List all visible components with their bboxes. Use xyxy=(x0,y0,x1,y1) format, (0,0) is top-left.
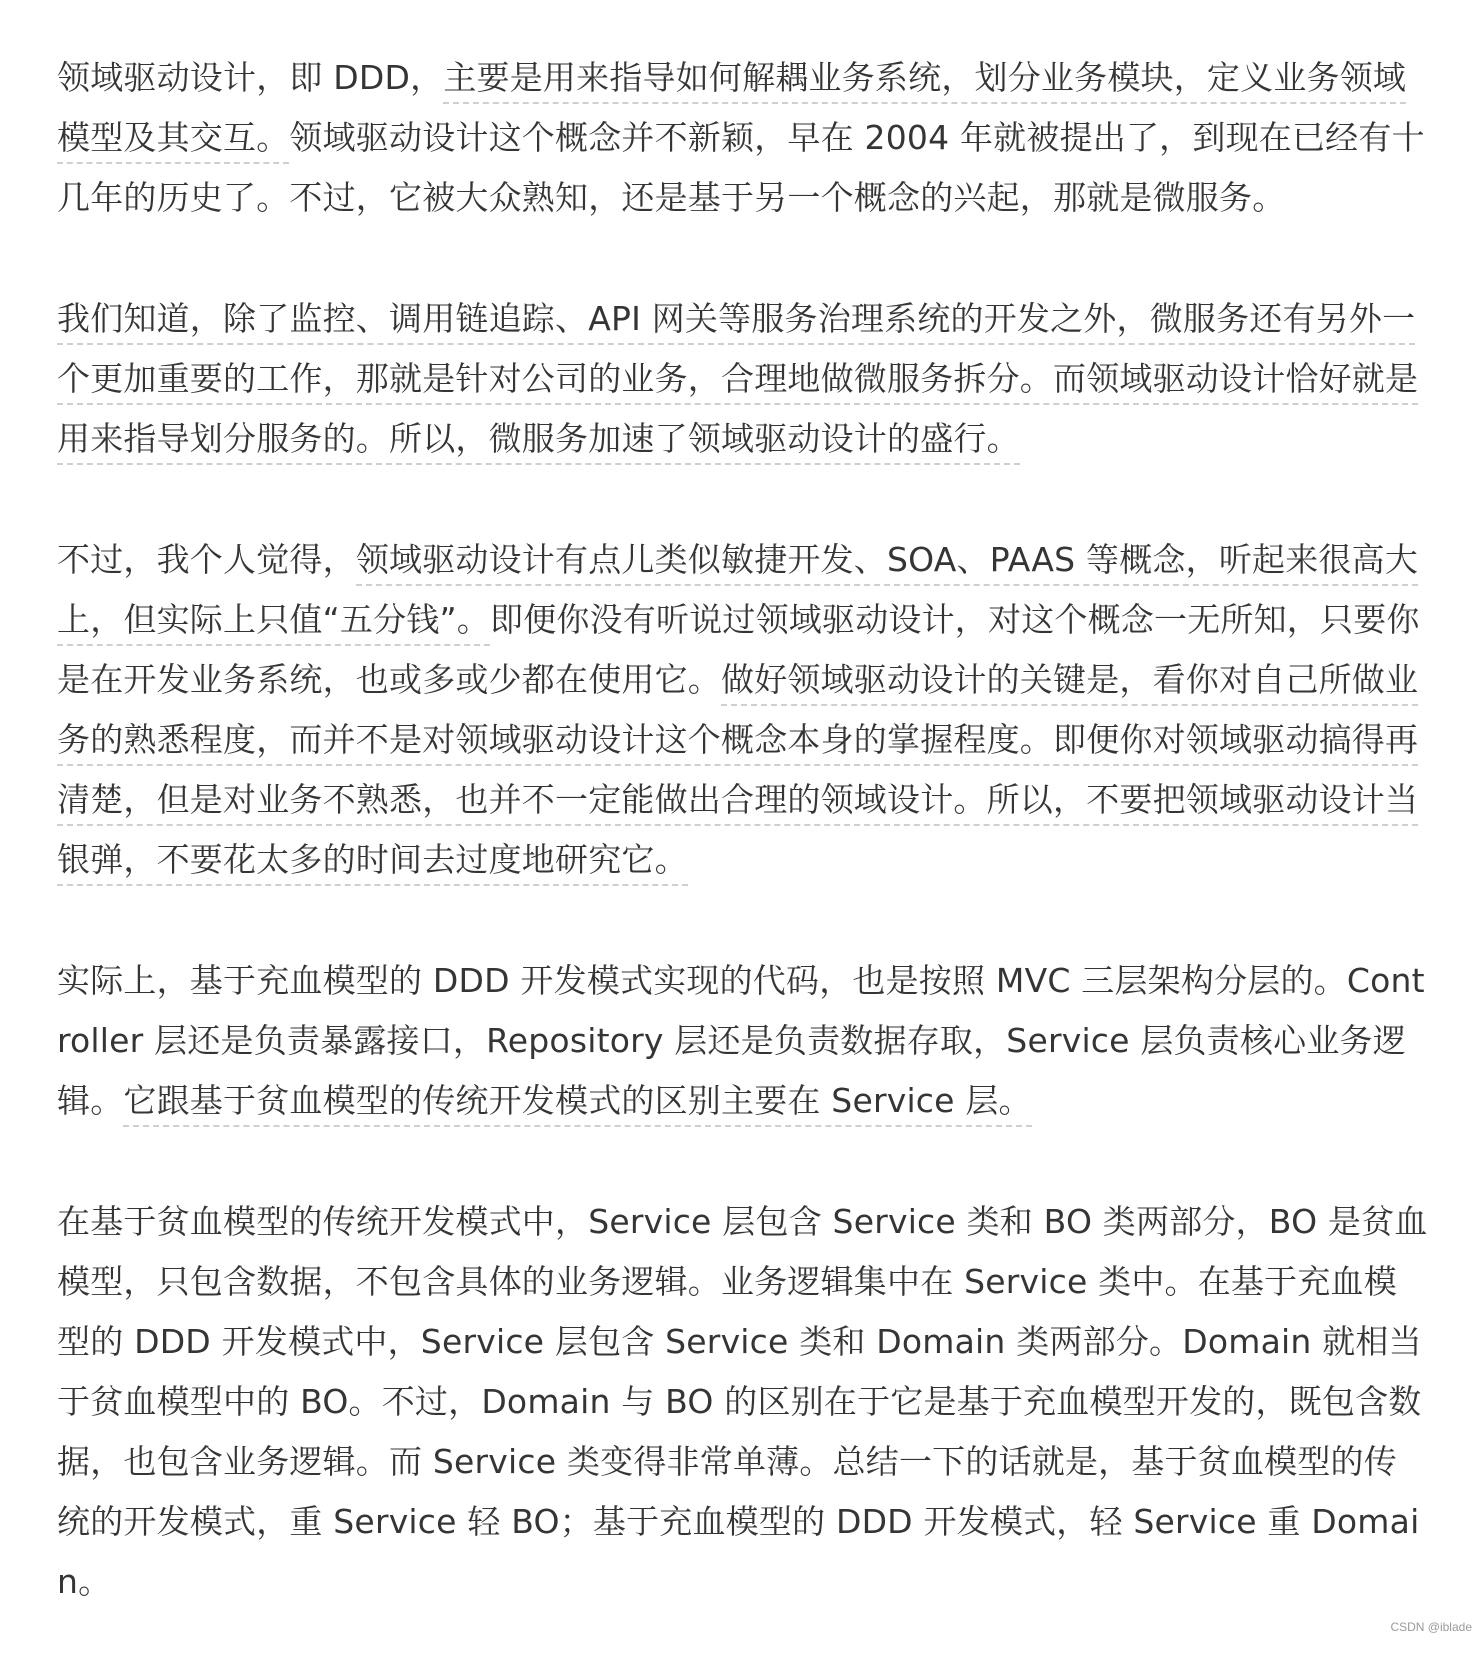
csdn-watermark: CSDN @iblade xyxy=(1390,1620,1472,1634)
paragraph-5-text: 在基于贫血模型的传统开发模式中，Service 层包含 Service 类和 BO 类两部分，BO 是贫血模型，只包含数据，不包含具体的业务逻辑。业务逻辑集中在 Service 类中。在基于充血模型的 DDD 开发模式中，Service 层包含 Service 类和 Domain 类两部分。Domain 就相当于贫血模型中的 BO。不过，Domain 与 BO 的区别在于它是基于充血模型开发的，既包含数据，也包含业务逻辑。而 Service 类变得非常单薄。总结一下的话就是，基于贫血模型的传统的开发模式，重 Service 轻 BO；基于充血模型的 DDD 开发模式，轻 Service 重 Domain。 xyxy=(57,1202,1428,1601)
paragraph-1-text: 领域驱动设计这个概念并不新颖，早在 2004 年就被提出了，到现在已经有十几年的历史了。不过，它被大众熟知，还是基于另一个概念的兴起，那就是微服务。 xyxy=(57,118,1425,217)
paragraph-4-text: 实际上，基于充血模型的 DDD 开发模式实现的代码，也是按照 MVC 三层架构分层的。Controller 层还是负责暴露接口，Repository 层还是负责数据存取，Service 层负责核心业务逻辑。 xyxy=(57,961,1425,1120)
highlighted-text: 它跟基于贫血模型的传统开发模式的区别主要在 Service 层。 xyxy=(123,1081,1031,1127)
highlighted-text: 领域驱动设计有点儿类似敏捷开发、SOA、PAAS 等概念，听起来很高大上，但实际上只值“五分钱”。 xyxy=(57,540,1418,646)
highlighted-text: 做好领域驱动设计的关键是，看你对自己所做业务的熟悉程度，而并不是对领域驱动设计这个概念本身的掌握程度。即便你对领域驱动搞得再清楚，但是对业务不熟悉，也并不一定能做出合理的领域设计。所以，不要把领域驱动设计当银弹，不要花太多的时间去过度地研究它。 xyxy=(57,660,1418,886)
highlighted-text: 主要是用来指导如何解耦业务系统，划分业务模块，定义业务领域模型及其交互。 xyxy=(57,58,1406,164)
paragraph-3-text: 即便你没有听说过领域驱动设计，对这个概念一无所知，只要你是在开发业务系统，也或多或少都在使用它。 xyxy=(57,600,1420,699)
paragraph-1 xyxy=(57,48,1429,228)
paragraph-1-text: 领域驱动设计，即 DDD， xyxy=(57,58,444,97)
paragraph-3 xyxy=(57,530,1429,890)
paragraph-5 xyxy=(57,1192,1429,1612)
paragraph-4 xyxy=(57,951,1429,1131)
paragraph-2 xyxy=(57,289,1429,469)
paragraph-3-text: 不过，我个人觉得， xyxy=(57,540,356,579)
article-body xyxy=(57,48,1429,1673)
highlighted-text: 我们知道，除了监控、调用链追踪、API 网关等服务治理系统的开发之外，微服务还有另外一个更加重要的工作，那就是针对公司的业务，合理地做微服务拆分。而领域驱动设计恰好就是用来指导划分服务的。所以，微服务加速了领域驱动设计的盛行。 xyxy=(57,299,1418,465)
